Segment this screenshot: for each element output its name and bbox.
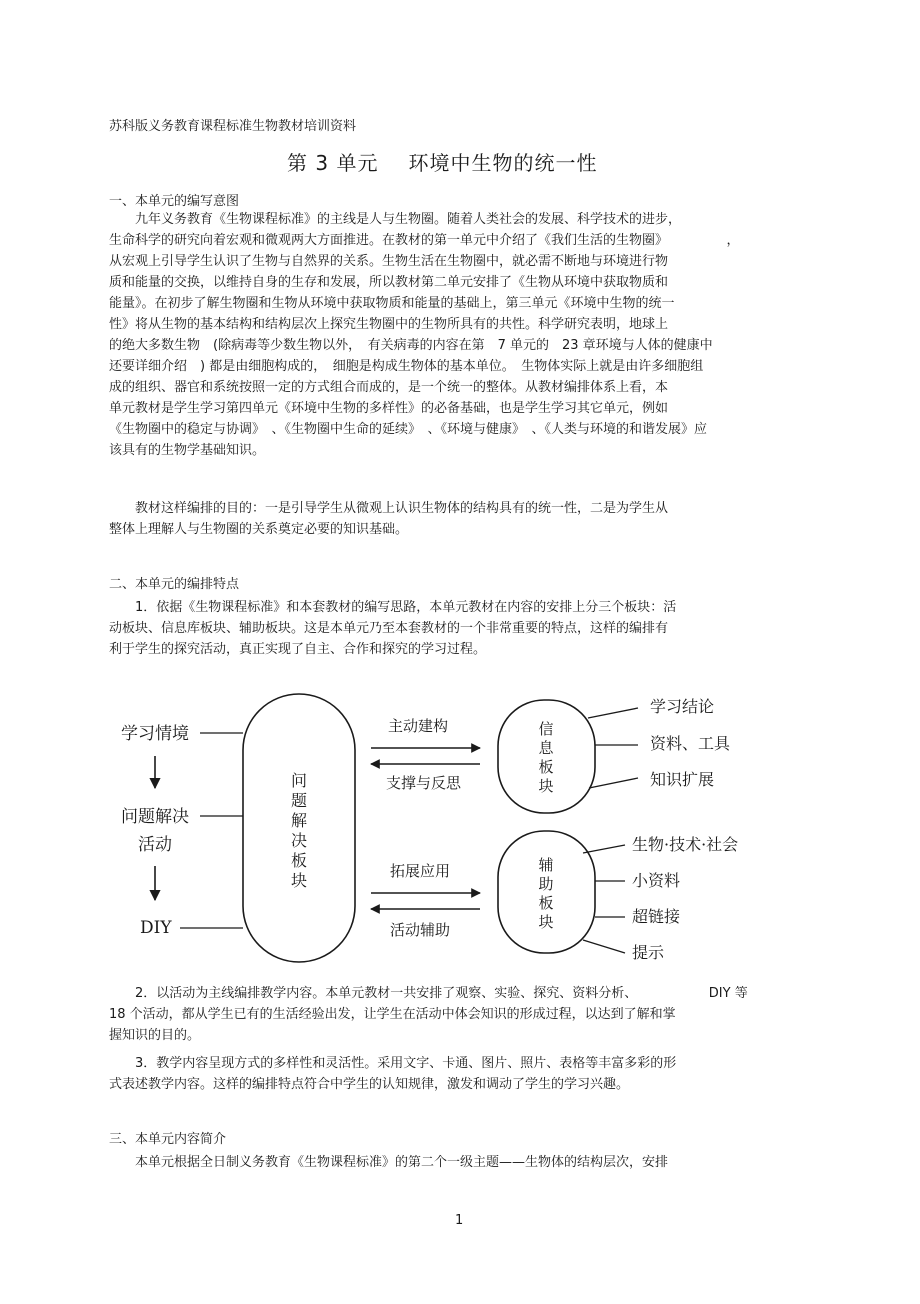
section2-point3 <box>109 1053 829 1095</box>
aux-block-char: 块 <box>538 913 554 931</box>
info-item: 知识扩展 <box>650 770 715 789</box>
activity-assist-label: 活动辅助 <box>390 921 451 939</box>
center-block-char: 板 <box>290 851 308 870</box>
aux-block-char: 助 <box>538 875 554 893</box>
active-construction-label: 主动建构 <box>388 717 449 735</box>
text-line: 18 个活动，都从学生已有的生活经验出发，让学生在活动中体会知识的形成过程，以达到了解和掌 <box>109 1007 676 1022</box>
text-line: 本单元根据全日制义务教育《生物课程标准》的第二个一级主题——生物体的结构层次，安排 <box>109 1155 669 1170</box>
page-number: 1 <box>455 1213 464 1228</box>
section1-heading: 一、本单元的编写意图 <box>109 194 240 209</box>
connector-line <box>588 708 638 718</box>
info-block-char: 信 <box>538 720 554 738</box>
center-block-char: 问 <box>290 771 308 790</box>
text-line: 的绝大多数生物 (除病毒等少数生物以外， 有关病毒的内容在第 7 单元的 23 章环境与人体的健康中 <box>109 338 713 353</box>
unit-number: 第 3 单元 <box>287 151 379 175</box>
connector-line <box>583 940 625 953</box>
center-block-char: 解 <box>290 811 308 830</box>
section3-paragraph <box>109 1152 829 1173</box>
document-header: 苏科版义务教育课程标准生物教材培训资料 <box>109 119 357 134</box>
text-line: 九年义务教育《生物课程标准》的主线是人与生物圈。随着人类社会的发展、科学技术的进步， <box>109 212 682 227</box>
text-line: 从宏观上引导学生认识了生物与自然界的关系。生物生活在生物圈中，就必需不断地与环境进行物 <box>109 254 669 269</box>
text-line: 利于学生的探究活动，真正实现了自主、合作和探究的学习过程。 <box>109 642 487 657</box>
info-block-char: 板 <box>538 758 554 776</box>
info-item: 学习结论 <box>650 697 715 716</box>
text-line: 式表述教学内容。这样的编排特点符合中学生的认知规律，激发和调动了学生的学习兴趣。 <box>109 1077 630 1092</box>
info-block-char: 息 <box>538 739 554 757</box>
section1-paragraph2 <box>109 498 829 540</box>
section2-point2 <box>109 983 819 1046</box>
unit-name: 环境中生物的统一性 <box>408 151 598 175</box>
connector-line <box>589 778 638 788</box>
support-reflection-label: 支撑与反思 <box>386 774 462 792</box>
section1-paragraph1 <box>109 209 829 461</box>
aux-block-char: 辅 <box>538 856 554 874</box>
problem-solving-label: 问题解决 <box>121 807 189 827</box>
text-line: 整体上理解人与生物圈的关系奠定必要的知识基础。 <box>109 522 409 537</box>
info-block-char: 块 <box>538 777 554 795</box>
learning-situation-label: 学习情境 <box>121 724 189 744</box>
center-block-char: 决 <box>290 831 308 850</box>
text-line: 2．以活动为主线编排教学内容。本单元教材一共安排了观察、实验、探究、资料分析、 DIY 等 <box>109 986 748 1001</box>
activity-label: 活动 <box>138 835 172 855</box>
text-line: 能量》。在初步了解生物圈和生物从环境中获取物质和能量的基础上，第三单元《环境中生物的统一 <box>109 296 675 311</box>
aux-item: 超链接 <box>632 907 681 926</box>
center-block-char: 题 <box>290 791 308 810</box>
section2-point1 <box>109 597 829 660</box>
text-line: 该具有的生物学基础知识。 <box>109 443 266 458</box>
aux-block-char: 板 <box>538 894 554 912</box>
structure-diagram <box>105 688 785 973</box>
text-line: 1．依据《生物课程标准》和本套教材的编写思路，本单元教材在内容的安排上分三个板块：活 <box>109 600 677 615</box>
text-line: 握知识的目的。 <box>109 1028 201 1043</box>
text-line: 教材这样编排的目的：一是引导学生从微观上认识生物体的结构具有的统一性，二是为学生从 <box>109 501 669 516</box>
text-line: 生命科学的研究向着宏观和微观两大方面推进。在教材的第一单元中介绍了《我们生活的生物圈》 ， <box>109 233 740 248</box>
extended-application-label: 拓展应用 <box>390 862 451 880</box>
section2-heading: 二、本单元的编排特点 <box>109 577 240 592</box>
connector-line <box>583 845 625 853</box>
text-line: 动板块、信息库板块、辅助板块。这是本单元乃至本套教材的一个非常重要的特点，这样的编排有 <box>109 621 669 636</box>
text-line: 成的组织、器官和系统按照一定的方式组合而成的，是一个统一的整体。从教材编排体系上看，本 <box>109 380 669 395</box>
diy-label: DIY <box>140 918 172 938</box>
aux-item: 小资料 <box>632 871 681 890</box>
text-line: 性》将从生物的基本结构和结构层次上探究生物圈中的生物所具有的共性。科学研究表明，地球上 <box>109 317 669 332</box>
text-line: 《生物圈中的稳定与协调》 、《生物圈中生命的延续》 、《环境与健康》 、《人类与环境的和谐发展》应 <box>109 422 708 437</box>
text-line: 3．教学内容呈现方式的多样性和灵活性。采用文字、卡通、图片、照片、表格等丰富多彩的形 <box>109 1056 677 1071</box>
text-line: 单元教材是学生学习第四单元《环境中生物的多样性》的必备基础，也是学生学习其它单元，例如 <box>109 401 669 416</box>
text-line: 质和能量的交换，以维持自身的生存和发展，所以教材第二单元安排了《生物从环境中获取物质和 <box>109 275 669 290</box>
aux-item: 生物·技术·社会 <box>632 835 739 854</box>
aux-item: 提示 <box>632 943 665 962</box>
center-block-char: 块 <box>290 871 308 890</box>
section3-heading: 三、本单元内容简介 <box>109 1132 227 1147</box>
info-item: 资料、工具 <box>650 734 731 753</box>
unit-title <box>287 147 597 176</box>
text-line: 还要详细介绍 ) 都是由细胞构成的， 细胞是构成生物体的基本单位。 生物体实际上就是由许多细胞组 <box>109 359 704 374</box>
